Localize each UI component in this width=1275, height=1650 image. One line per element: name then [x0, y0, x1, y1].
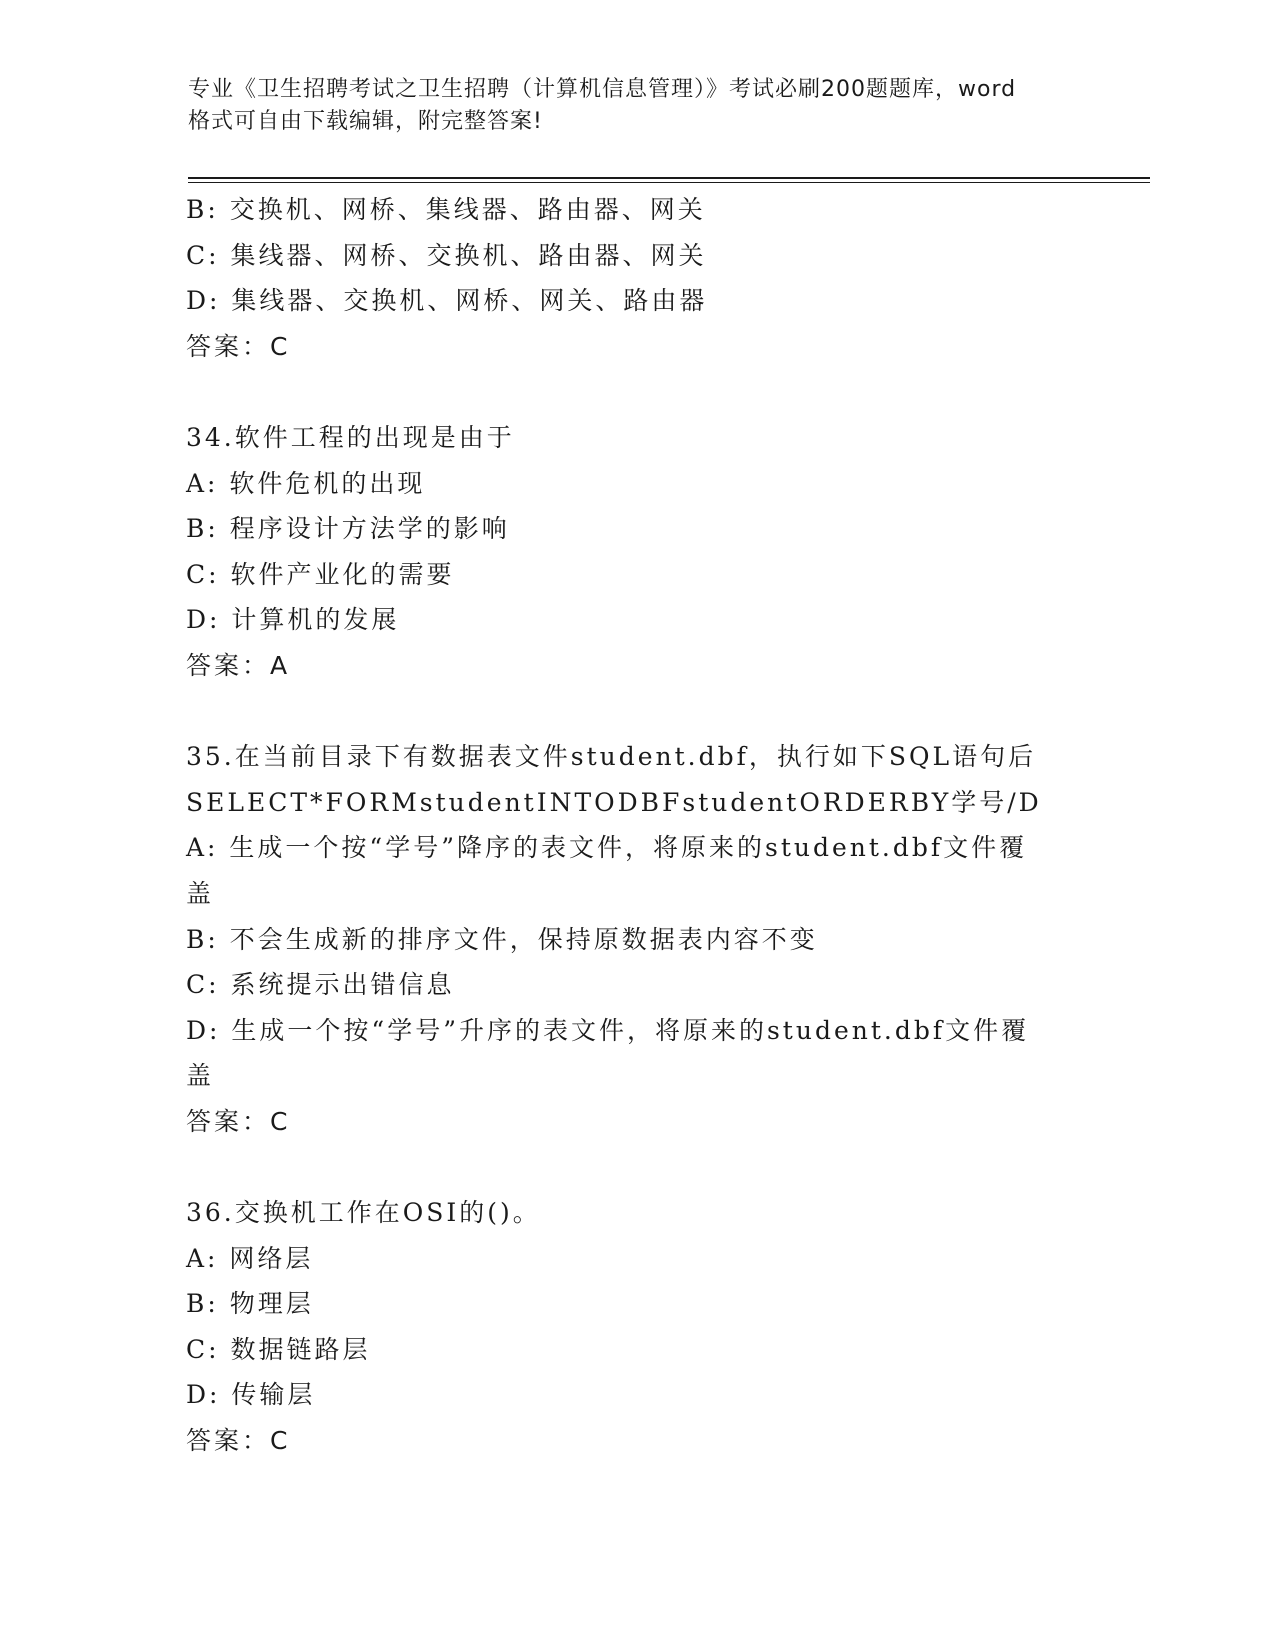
answer-line: 答案：A: [186, 650, 291, 680]
option-b: B: 程序设计方法学的影响: [186, 514, 510, 544]
answer-line: 答案：C: [186, 1426, 291, 1456]
header-title-line-1: 专业《卫生招聘考试之卫生招聘（计算机信息管理）》考试必刷200题题库，word: [188, 77, 1017, 102]
question-text: 36.交换机工作在OSI的()。: [186, 1198, 541, 1228]
option-d: D: 计算机的发展: [186, 605, 400, 635]
option-c: C: 集线器、网桥、交换机、路由器、网关: [186, 240, 707, 270]
option-a-line-2: 盖: [186, 878, 215, 908]
option-b: B: 交换机、网桥、集线器、路由器、网关: [186, 195, 706, 224]
option-c: C: 数据链路层: [186, 1334, 371, 1364]
option-d: D: 传输层: [186, 1380, 316, 1410]
question-block-34: [186, 415, 1086, 689]
option-a: A: 软件危机的出现: [186, 468, 426, 498]
option-d-line-1: D: 生成一个按“学号”升序的表文件，将原来的student.dbf文件覆: [186, 1015, 1030, 1045]
spacer: [186, 1144, 1086, 1190]
question-text-line-2: SELECT*FORMstudentINTODBFstudentORDERBY学号/D: [186, 787, 1042, 817]
option-a-line-1: A: 生成一个按“学号”降序的表文件，将原来的student.dbf文件覆: [186, 833, 1028, 863]
question-list: [186, 187, 1086, 1464]
option-d: D: 集线器、交换机、网桥、网关、路由器: [186, 286, 708, 316]
spacer: [186, 369, 1086, 415]
question-text-line-1: 35.在当前目录下有数据表文件student.dbf，执行如下SQL语句后: [186, 742, 1037, 772]
option-d-line-2: 盖: [186, 1061, 215, 1091]
header-divider-thin: [188, 182, 1150, 183]
answer-line: 答案：C: [186, 331, 291, 361]
question-block-33: [186, 187, 1086, 369]
option-c: C: 软件产业化的需要: [186, 559, 455, 589]
option-b: B: 物理层: [186, 1289, 314, 1319]
answer-line: 答案：C: [186, 1106, 291, 1136]
header-divider-thick: [188, 177, 1150, 179]
option-b: B: 不会生成新的排序文件，保持原数据表内容不变: [186, 924, 818, 954]
option-a: A: 网络层: [186, 1243, 314, 1273]
spacer: [186, 689, 1086, 735]
header-title-line-2: 格式可自由下载编辑，附完整答案!: [188, 109, 543, 134]
question-text: 34.软件工程的出现是由于: [186, 422, 515, 452]
option-c: C: 系统提示出错信息: [186, 970, 455, 1000]
question-block-36: [186, 1190, 1086, 1464]
document-header: [188, 74, 1088, 138]
question-block-35: [186, 734, 1086, 1144]
